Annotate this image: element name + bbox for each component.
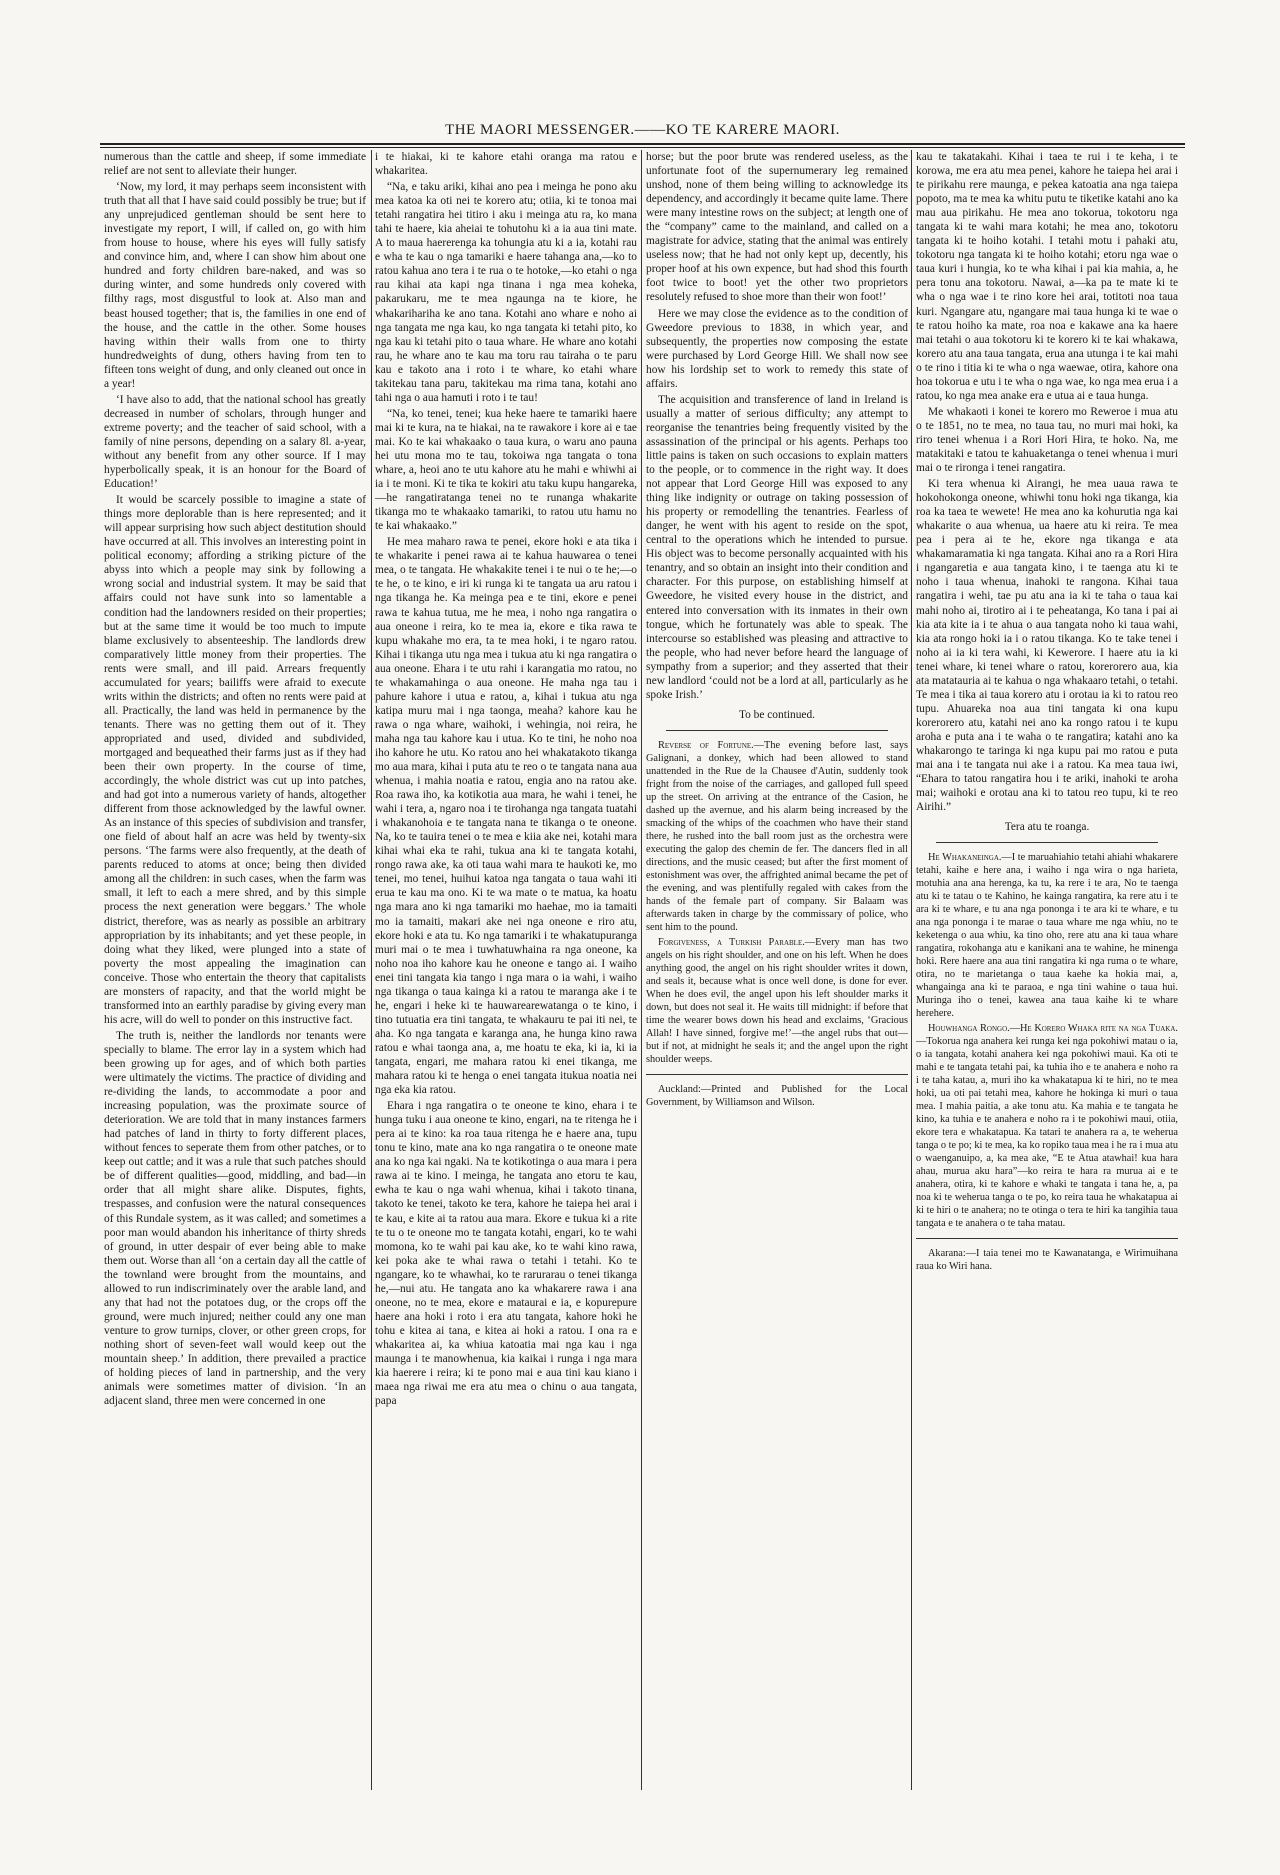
paragraph: kau te takatakahi. Kihai i taea te rui i te keha, i te korowa, me era atu mea penei, kahore he taiepa hei arai i te pirikahu rere maunga, e pekea katoatia ana nga taiepa popoto, ma te mea ka whitu putu te tiketike katahi ano ka mau aua pirikahu. He mea ano tokorua, tokotoru nga tangata ki te wahi mara kotahi; he mea ano, tokotoru tangata ki te hoiho kotahi. I tetahi motu i pahaki atu, tokotoru nga tangata ki te hoiho kotahi; etoru nga wae o taua kuri i hungia, ko te wha kihai i pai kia mahia, a, he pera tonu ana tokotoru. Nawai, a—ka pa te mate ki te wha o nga wae i te rino kore hei arai, totitoti noa taua kuri. Ngangare atu, ngangare mai taua hunga ki te wae o te ratou hoiho ka mate, roa noa e kakawe ana ka haere mai tetahi o aua tokotoru ki te korero ki te kai whakawa, korero atu ana taua tangata, erua ana utunga i te kai mahi o te rino i titia ki te wha o nga waewae, otira, kahore ona hoa tokorua e utu i te wha o nga wae, ko nga mea erua i a ratou, ko nga mea anake era e utua ai e taua hunga. [916,151,1178,402]
header-rule [100,143,1185,145]
imprint: Akarana:—I taia tenei mo te Kawanatanga, e Wirimuihana raua ko Wiri hana. [916,1248,1178,1273]
article-body: —Tokorua nga anahera kei runga kei nga pokohiwi matau o ia, o ia tangata, kotahi anahera kei nga pokohiwi maui. Ka oti te mahi e te tangata tetahi pai, ka tuhia iho e te anahera e noho ra i te taha katau, a, muri iho ka whakatapua ki te hiri, no te mea hoki, ua oti pai tetahi mea, kahore he hokinga ki muri o taua mea. I mahia paitia, a ake tonu atu. Ka mahia e te tangata he kino, ka tuhia e te anahera e noho ra i te pokohiwi maui, otiia, ekore tera e whakatapua. Ka tatari te anahera ra a, te weherua tanga o te po; ki te mea, ka ko ropiko taua mea i he ra i mua atu o waenganuipo, a, ka mea ake, “E te Atua atawhai! kua hara ahau, murua aku hara”—ko reira te hara ra murua ai e te anahera, otira, ki te kahore e whaki te tangata i tana he, a, pa noa ki te weherua tanga o te po, ko reira taua he whakatapua ai ki te hiri o te anahera; no te otinga o tera te hiri ka tangihia taua tangata e te anahera o te taha matau. [916,1036,1178,1230]
paragraph: “Na, ko tenei, tenei; kua heke haere te tamariki haere mai ki te kura, na te hiakai, na te rawakore i kore ai e tae mai. Ko te kai whakaako o taua kura, o waru ano pauna hei utu mona mo te tau, tokoiwa nga tangata o tona whare, a, heoi ano te utu kahore atu he mahi e whiwhi ai ia i te moni. Ki te tika te kokiri atu taku kupu hangareka,—he rangatiratanga tenei no te runanga whakarite tikanga mo te whakaako tamariki, to ratou utu hamu no te kai whakaako.” [375,407,637,533]
paragraph: numerous than the cattle and sheep, if some immediate relief are not sent to alleviate their hunger. [104,151,366,178]
article-body: —I te maruahiahio tetahi ahiahi whakarere tetahi, kaihe e here ana, i waiho i nga wira o nga harieta, motuhia ana ana herenga, ka tu, ka rere i te ara, No te taenga atu ki te tatau o te Kahino, he kainga rangatira, ka rere atu i te ara ki te whare, e tu ana nga pononga i te ara ki te whare, e tu ana nga pononga i te marae o taua whare me nga whiu, no te keketenga o aua whiu, ka tino oho, rere atu ana ki taua whare rangatira, rokohanga atu e kanikani ana te wahine, he minenga hoki. Rere haere ana aua tini rangatira ki nga ruma o te whare, otira, no te marietanga o taua kaehe ka hokia mai, a, whangainga ana ki te paraoa, e nga tini wahine o taua hui. Muringa iho o tenei, kawea ana taua kaihe ki te whare herehere. [916,852,1178,1020]
paragraph: Here we may close the evidence as to the condition of Gweedore previous to 1838, in which year, and subsequently, the properties now composing the estate were purchased by Lord George Hill. We shall now see how his lordship set to work to remedy this state of affairs. [646,307,908,390]
paragraph: Ki tera whenua ki Airangi, he mea uaua rawa te hokohokonga oneone, whiwhi tonu hoki nga tikanga, kia roa ka taea te wewete! He mea ano ka kohurutia nga kai whakarite o aua whenua, ua haere atu ki reira. Te mea pea i pera ai te he, ekore nga tikanga e ata whakamaramatia ki nga tangata. Kihai ano ra a Rori Hira i ngangaretia e aua tangata kino, i te taenga atu ki te noho i taua whenua, inahoki te rangona. Kihai taua rangatira i wehi, tae pu atu ana ia ki te taha o taua kai mahi noho ai, tirotiro ai i te peheatanga, Ko tana i pai ai kia ata kite ia i te ahua o aua tangata noho ki taua wahi, kia ata rongo hoki ia i o ratou tikanga. Ko te take tenei i noho ai ia ki tera wahi, ki Kewerore. I haere atu ia ki tenei whare, ki tenei whare o ratou, korerorero aua, kia ata matatauria ai te kahua o nga whakaaro tetahi, o tetahi. Te mea i tika ai taua korero atu i orotau ia ki to ratou reo tupu. Ahuareka noa aua tini tangata ki ona kupu korerorero atu, katahi nei ano ka rongo ratou i te kupu aroha e puta ana i te waha o te rangatira; katahi ano ka whakarongo te taringa ki nga kupu pai mo ratou e puta mai ana i te tangata nui ake i a ratou. Ka mea taua iwi, “Ehara to tatou rangatira hou i te ariki, inahoki te aroha mai; waihoki e orotau ana ki to tatou reo tupu, ki te reo Airihi.” [916,478,1178,814]
paragraph: “Na, e taku ariki, kihai ano pea i meinga he pono aku mea katoa ka oti nei te korero atu; otiia, ki te tonoa mai tetahi rangatira hei titiro i aku i meinga atu ra, ko mana tahi te haere, kia aheiai te tohutohu ki a ia aua tini mate. A to maua haererenga ka tohungia atu ki a ia, kotahi rau e wha te kau o nga tamariki e haere tahanga ana,—ko to ratou kahua ano tera i te rua o te hotoke,—ko etahi o nga rau kihai ata kapi nga tinana i nga mea koheka, pakarukaru, me te mea ngaunga na te kiore, he whakarihariha ke ano tana. Kotahi ano whare e noho ai nga tangata me nga kau, ko nga tangata ki tetahi pito, ko nga kau ki tetahi pito o taua whare. He whare ano kotahi rau, he whare ano te kau ma toru rau tairaha o te paru kau e takoto ana i roto i te whare, ko etahi whare takitekau tana paru, takitekau ma rima tana, kotahi ano tahi nga o aua hamuti i roto i te tau! [375,181,637,404]
article-subtitle: —He Korero Whaka rite na nga Tuaka. [1009,1023,1178,1035]
article-he-whakaneinga [916,851,1178,1020]
page-header: THE MAORI MESSENGER.——KO TE KARERE MAORI. [445,122,840,138]
to-be-continued: To be continued. [738,708,816,721]
article-title: Reverse of Fortune. [658,739,754,751]
column-2-maori [375,150,637,1790]
column-1-english [104,150,366,1790]
to-be-continued: Tera atu te roanga. [1004,821,1090,834]
imprint-rule [646,1074,908,1075]
section-rule [936,842,1158,843]
paragraph: The truth is, neither the landlords nor tenants were specially to blame. The error lay in a system which had been growing up for ages, and of which both parties were ultimately the victims. The practice of dividing and re-dividing the lands, to accommodate a poor and increasing population, was the proximate source of deterioration. We are told that in many instances farmers had patches of land in thirty to forty different places, without fences to seperate them from other patches, or to keep out cattle; and it was a rule that such patches should be of different qualities—good, middling, and bad—in order that all might share alike. Disputes, fights, trespasses, and confusion were the natural consequences of this Rundale system, as it was called; and sometimes a poor man would abandon his inheritance of thirty shreds of ground, in utter despair of ever being able to make them out. Worse than all ‘on a certain day all the cattle of the townland were brought from the mountains, and allowed to run indiscriminately over the arable land, and any that had not the potatoes dug, or the crops off the ground, were much injured; neither could any one man venture to grow turnips, clover, or other green crops, for nothing short of seven-feet wall would keep out the mountain sheep.’ In addition, there prevailed a practice of holding pieces of land in partnership, and the very animals were sometimes matter of division. ‘In an adjacent sland, three men were concerned in one [104,1029,366,1408]
article-title: He Whakaneinga. [928,852,1002,864]
column-4-maori [916,150,1178,1790]
section-rule [666,730,888,731]
column-divider [641,150,642,1790]
article-forgiveness [646,936,908,1066]
paragraph: ‘I have also to add, that the national school has greatly decreased in number of scholars, through hunger and extreme poverty; and the teacher of said school, with a family of nine persons, depending on a salary 8l. a-year, without any benefit from any other source. If I may hyperbolically speak, it is an honour for the Board of Education!’ [104,393,366,491]
paragraph: The acquisition and transference of land in Ireland is usually a matter of serious difficulty; any attempt to reorganise the tenantries being frequently visited by the assassination of the principal or his agents. Perhaps too little pains is taken on such occasions to explain matters to the people, or to commence in the right way. It does not appear that Lord George Hill was exposed to any thing like indignity or outrage on taking possession of his property or remodelling the tenantries. Fearless of danger, he went with his agent to reside on the spot, central to the operations which he intended to pursue. His object was to become personally acquainted with his tenantry, and so obtain an insight into their condition and character. For this purpose, on establishing himself at Gweedore, he visited every house in the district, and entered into conversation with its inmates in their own tongue, which he fortunately was able to speak. The intercourse so established was pleasing and attractive to the people, who had never before heard the language of sympathy from a superior; and they asserted that their new landlord ‘could not be a lord at all, particularly as he spoke Irish.’ [646,393,908,701]
paragraph: Me whakaoti i konei te korero mo Reweroe i mua atu o te 1851, no te mea, no taua tau, no muri mai hoki, ka riro tenei whenua i a Rori Hori Hira, te hoko. Na, me matakitaki e tatou te kahuaketanga o tenei whenua i muri mai o te rironga i tenei rangatira. [916,405,1178,475]
article-houwhanga-rongo [916,1022,1178,1230]
header-rule-thin [100,147,1185,148]
imprint-rule [916,1238,1178,1239]
paragraph: horse; but the poor brute was rendered useless, as the unfortunate foot of the supernumerary leg remained unshod, none of them being willing to acknowledge its dependency, and accordingly it became quite lame. There were many intestine rows on the subject; at length one of the “company” came to the mainland, and called on a magistrate for advice, stating that the animal was entirely useless now; that he had not only kept up, decently, his proper hoof at his own expence, but had shod this fourth foot twice to boot! yet the other two proprietors resolutely refused to shoe more than their won foot!’ [646,151,908,304]
article-title: Houwhanga Rongo. [928,1023,1010,1035]
imprint: Auckland:—Printed and Published for the Local Government, by Williamson and Wilson. [646,1083,908,1108]
column-3-english [646,150,908,1790]
paragraph: i te hiakai, ki te kahore etahi oranga ma ratou e whakaritea. [375,151,637,178]
article-reverse-of-fortune [646,739,908,934]
column-divider [911,150,912,1790]
article-body: —The evening before last, says Galignani, a donkey, which had been allowed to stand unattended in the Rue de la Chausee d'Autin, suddenly took fright from the noise of the carriages, and galloped full speed up the street. On arriving at the entrance of the Casion, he dashed up the avernue, and his alarm being increased by the smacking of the whips of the coachmen who have their stand there, he rushed into the ball room just as the orchestra were executing the galop des chemin de fer. The dancers fled in all directions, and the music ceased; but after the first moment of estonishment was over, the affrighted animal became the pet of the evening, and was plentifully regaled with cakes from the hands of the female part of company. Sir Balaam was afterwards taken in charge by the commissary of police, who sent him to the pound. [646,739,908,933]
paragraph: He mea maharo rawa te penei, ekore hoki e ata tika i te whakarite i penei rawa ai te kahua hauwarea o tenei mea, o te tangata. He whakakite tenei i te nui o te he;—o te he, o te kino, e iri ki runga ki te tangata ua aru ratou i nga tikanga he. Ka meinga pea e te tini, ekore e penei rawa te kahua tutua, me he mea, i noho nga rangatira o aua oneone i reira, ko te mea ia, ekore e tika rawa te kupu whakahe mo era, ta te mea hoki, i te ngaro ratou. Kihai i tikanga utu nga mea i tukua atu ki nga rangatira o aua oneone. Ehara i te utu rahi i karangatia mo ratou, no te whakamahinga o aua oneone. He maha nga tau i pahure kahore i utua e ratou, a, kihai i tukua atu nga katipa muru mai i nga taonga, meaha? kahore kau he rawa o nga whare, waihoki, i wehingia, noi reira, he maha nga tau kahore kau i utua. Ko te tini, he noho noa iho kahore he utu. Ko ratou ano hei whakatakoto tikanga mo aua mara, kihai i puta atu te reo o te tangata nana aua whenua, i mahia noatia e ratou, engia ano na ratou ake. Roa rawa iho, ka kotikotia aua mara, he wahi i tenei, he wahi i tera, a, ngaro noa i te tirohanga nga tangata tuatahi i whakanohoia e te tangata nana te tikanga o te oneone. Na, ko te tauira tenei o te mea e kiia ake nei, kotahi mara kihai whai eka te rahi, tukua ana ki te tangata kotahi, rongo rawa ake, ka oti taua wahi mara te haukoti ke, mo tenei, mo tenei, huihui katoa nga tangata o taua wahi iti erua te kau ma ono. Ki te wa mate o te matua, ka hoatu nga mara ano ki nga tamariki mo haehae, mo ia tamaiti mo ia tamaiti, makari ake nei nga oneone e riro atu, ekore hoki e ata tu. Ko nga tamariki i te whakatupuranga muri mai o te mea i tuwhatuwhaina ra nga oneone, ka noho noa iho kahore kau he oneone e tango ai. I waiho enei tini tangata kia tango i nga mara o ia wahi, i waiho nga tikanga o taua kainga ki a ratou te maranga ake i te he, engari i heke ki te hauwarearewatanga o te kino, i tino tutuatia era tini tangata, te whakauru te pai iti nei, te aha. Ko nga tangata e karanga ana, he hunga kino rawa ratou e whai taonga ana, a, me hoatu te eka, ki ia, ki ia tangata, engari, me mahara ratou ki enei tikanga, me mahara ratou ki te henga o enei tangata itukua noatia nei nga eka kia ratou. [375,536,637,1097]
paragraph: ‘Now, my lord, it may perhaps seem inconsistent with truth that all that I have said could possibly be true; but if any unprejudiced gentleman should be sent here to investigate my report, I will, if called on, go with him from house to house, where his eyes will fully satisfy and convince him, and, where I can show him about one hundred and forty children bare-naked, and was so during winter, and some hundreds only covered with filthy rags, most disgustful to look at. Also man and beast housed together; that is, the families in one end of the house, and the cattle in the other. Some houses having within their walls from one to thirty hundredweights of dung, others having from ten to fifteen tons weight of dung, and only cleaned out once in a year! [104,181,366,390]
article-body: —Every man has two angels on his right shoulder, and one on his left. When he does anything good, the angel on his right shoulder writes it down, and seals it, because what is once well done, is done for ever. When he does evil, the angel upon his left shoulder marks it down, but does not seal it. He waits till midnight: if before that time the wearer bows down his head and exclaims, ‘Gracious Allah! I have sinned, forgive me!’—the angel rubs that out—but if not, at midnight he seals it; and the angel upon the right shoulder weeps. [646,936,908,1065]
article-title: Forgiveness, a Turkish Parable. [658,936,805,948]
paragraph: Ehara i nga rangatira o te oneone te kino, ehara i te hunga tuku i aua oneone te kino, engari, na te ritenga he i pera ai te kino: ka roa taua ritenga he e haere ana, tupu tonu te kino, mate ana ko nga rangatira o te oneone mate ana ko nga kai ngaki. Na te kotikotinga o aua mara i pera rawa ai te kino. I meinga, he tangata ano etoru te kau, ewha te kau o nga wahi whenua, kihai i takoto tinana, takoto ke tenei, takoto ke tera, kahore he taiepa hei arai i te kau, e kite ai ta ratou aua mara. Ekore e tukua ki a rite te tu o te oneone mo te tangata kotahi, engari, ko te wahi momona, ko te wahi pai kau ake, ko te wahi kino rawa, kei poka ake te whai rawa o tetahi i tetahi. Ko te ngangare, ko te whawhai, ko te rarurarau o tenei tikanga he,—nui atu. He tangata ano ka whakarere rawa i ana oneone, no te mea, ekore e mataurai e ia, e kopurepure haere ana hoki i roto i era atu tangata, kahore hoki he tohu e kitea ai tana, e kitea ai hoki a ratou. I ona ra e whakaritea ai, ka whiua katoatia mai nga kau i nga maunga i te manowhenua, kia kaikai i runga i nga mara kia haerere i reira; ki te pono mai e aua tini kau kiano i maea nga riwai me era atu mea o chinu o aua tangata, papa [375,1100,637,1408]
paragraph: It would be scarcely possible to imagine a state of things more deplorable than is here represented; and it will appear surprising how such abject destitution should have occurred at all. This involves an interesting point in political economy; affording a striking picture of the abyss into which a people may sink by following a wrong social and industrial system. It may be said that affairs could not have sunk into so lamentable a condition had the landowners resided on their properties; but at the same time it would be too much to impute blame exclusively to absenteeship. The landlords drew comparatively little money from their properties. The rents were small, and ill paid. Arrears frequently accumulated for years; bailiffs were afraid to execute writs within the districts; and often no rents were paid at all. Practically, the land was held in permanence by the tenants. There was no getting them out of it. They appropriated and used, divided and subdivided, mortgaged and bequeathed their farms just as if they had been their own property. In the course of time, accordingly, the whole district was cut up into patches, and had got into a numerous variety of hands, altogether different from those acknowledged by the lawful owner. As an instance of this species of subdivision and transfer, one field of about half an acre was held by twenty-six persons. ‘The farms were also frequently, at the death of parents reduced to atoms at once; being then divided among all the children: in such cases, when the farm was small, it left to each a mere shred, and by this simple process the next generation were beggars.’ The whole district, therefore, was as nearly as possible an arbitrary appropriation by its inhabitants; and yet these people, in doing what they liked, were plunged into a state of poverty the most appealing the imagination can conceive. Those who entertain the theory that capitalists are monsters of rapacity, and that the world might be transformed into an earthly paradise by giving every man his acre, will do well to ponder on this instructive fact. [104,494,366,1026]
column-divider [371,150,372,1790]
